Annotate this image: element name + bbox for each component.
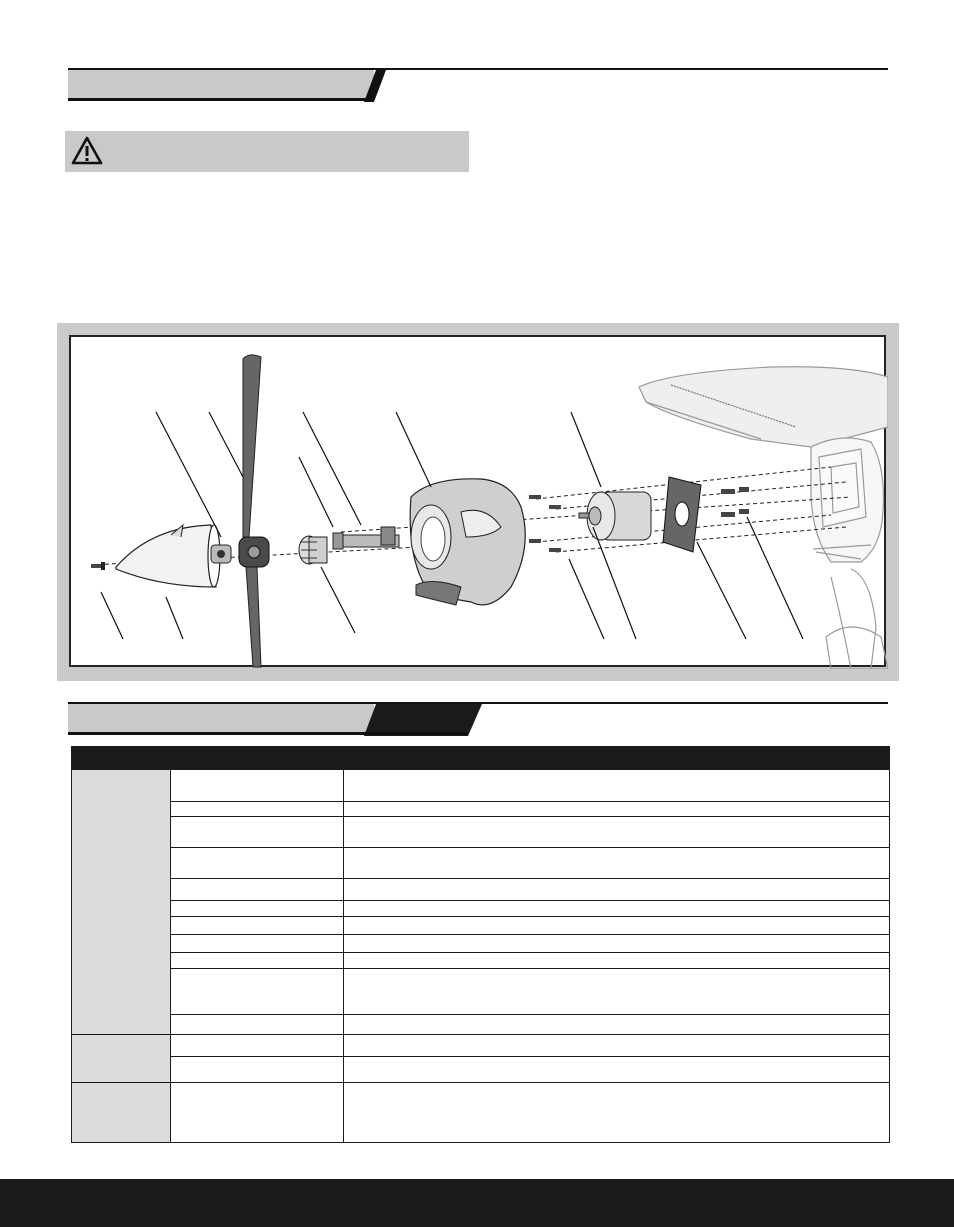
table-cell: [344, 935, 890, 953]
motor-cowling-part: [410, 479, 525, 605]
section-header-underline: [68, 732, 468, 735]
table-cell: [171, 953, 344, 969]
table-cell: [171, 1035, 344, 1057]
motor-mount-plate-part: [663, 477, 701, 552]
table-cell: [171, 1083, 344, 1143]
table-cell: [344, 1083, 890, 1143]
table-cell: [171, 901, 344, 917]
page-footer-bar: [0, 1179, 954, 1227]
section-header-slant: [362, 68, 386, 102]
table-group-cell: [72, 770, 171, 1035]
prop-adapter-part: [299, 536, 327, 564]
section-header-dark-tab: [364, 702, 484, 736]
table-cell: [344, 848, 890, 879]
motor-shaft-part: [333, 527, 399, 549]
section-header-troubleshooting: [68, 704, 374, 732]
table-header: [72, 747, 890, 770]
prop-nut-part: [211, 545, 231, 563]
table-cell: [344, 879, 890, 901]
table-cell: [171, 770, 344, 802]
table-cell: [171, 802, 344, 817]
spinner-screw-part: [91, 562, 105, 570]
table-cell: [344, 917, 890, 935]
mount-screws-part: [721, 487, 749, 517]
table-cell: [171, 817, 344, 848]
section-header-assembly: [68, 70, 374, 98]
table-cell: [171, 1057, 344, 1083]
table-cell: [344, 1015, 890, 1035]
warning-triangle-icon: [71, 135, 103, 167]
table-cell: [344, 953, 890, 969]
table-cell: [344, 770, 890, 802]
cowl-screws-part: [529, 495, 561, 552]
section-header-underline: [68, 98, 374, 101]
exploded-motor-diagram: [69, 335, 886, 667]
table-cell: [171, 935, 344, 953]
troubleshooting-table: [71, 746, 890, 1143]
spinner-cone-part: [116, 525, 220, 587]
warning-banner: [65, 131, 469, 172]
table-cell: [171, 848, 344, 879]
table-cell: [344, 1057, 890, 1083]
diagram-svg: [71, 337, 888, 669]
brushless-motor-part: [579, 492, 651, 540]
table-group-cell: [72, 1035, 171, 1083]
table-cell: [344, 817, 890, 848]
table-cell: [171, 917, 344, 935]
propeller-part: [239, 355, 269, 667]
table-cell: [171, 1015, 344, 1035]
table-cell: [171, 879, 344, 901]
table-cell: [171, 969, 344, 1015]
table-group-cell: [72, 1083, 171, 1143]
table-cell: [344, 802, 890, 817]
table-cell: [344, 901, 890, 917]
table-cell: [344, 969, 890, 1015]
table-cell: [344, 1035, 890, 1057]
